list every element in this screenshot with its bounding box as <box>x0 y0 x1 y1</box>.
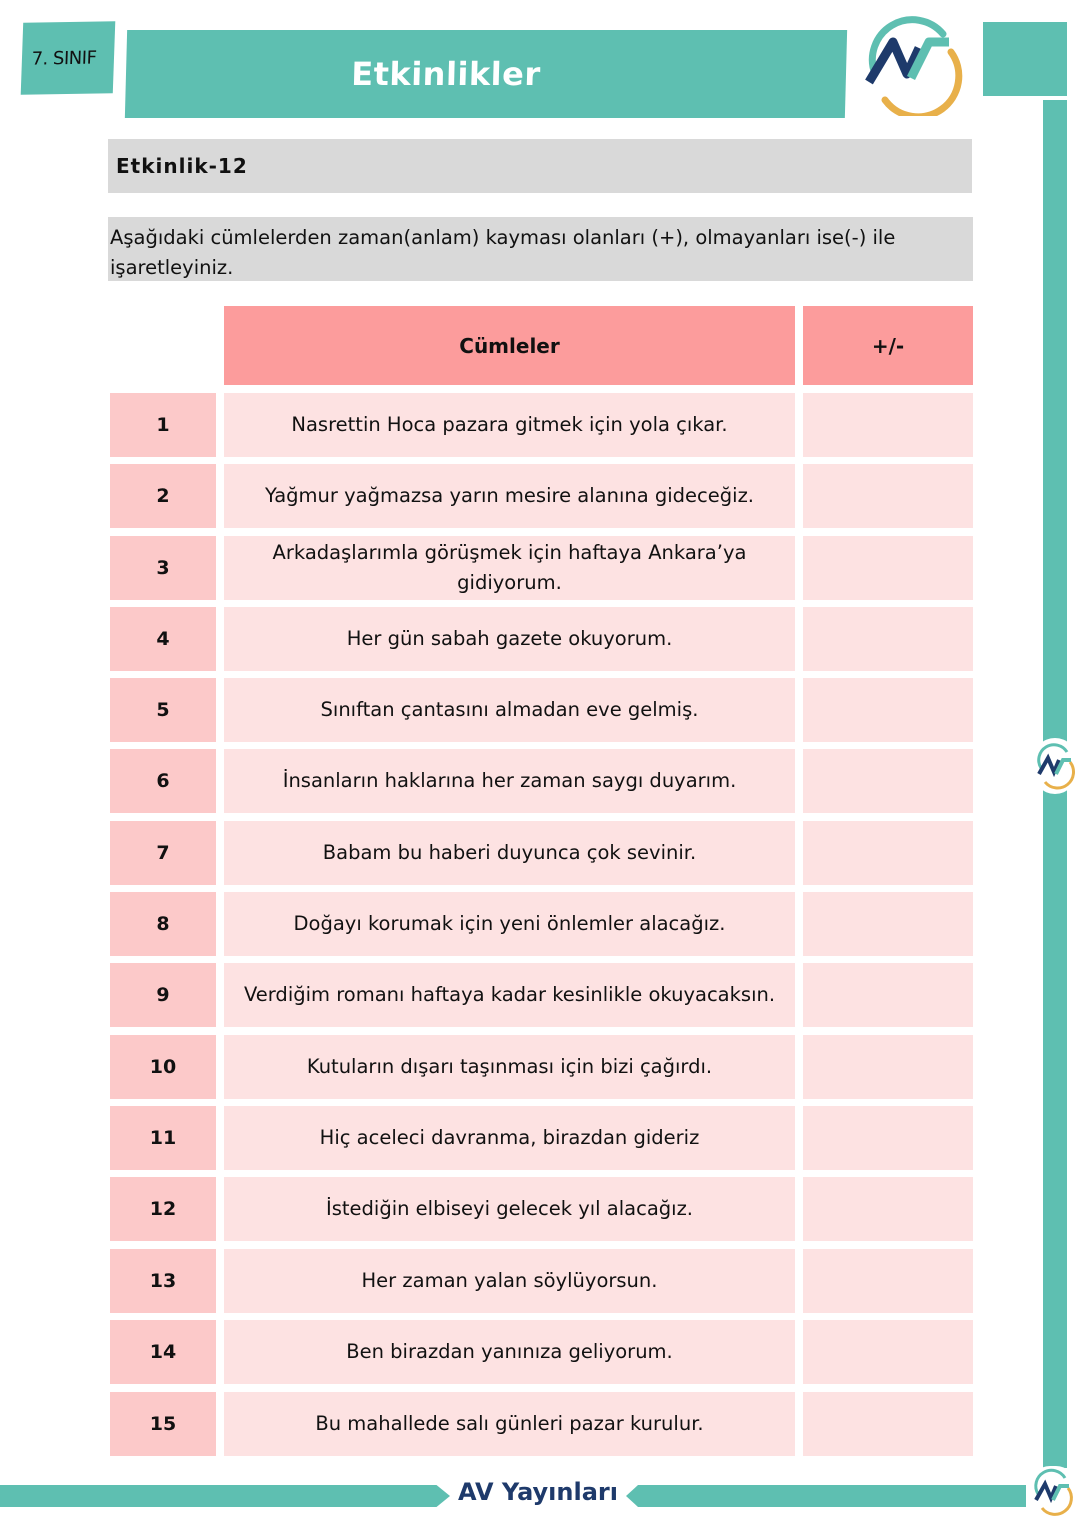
footer-ribbon-left <box>0 1485 450 1507</box>
row-number: 12 <box>110 1177 216 1241</box>
row-mark-cell[interactable] <box>803 1249 973 1313</box>
row-number: 5 <box>110 678 216 742</box>
table-header-sentences: Cümleler <box>224 306 795 385</box>
page-title: Etkinlikler <box>350 55 542 93</box>
row-number: 13 <box>110 1249 216 1313</box>
row-number: 2 <box>110 464 216 528</box>
row-number: 9 <box>110 963 216 1027</box>
row-mark-cell[interactable] <box>803 1392 973 1456</box>
row-sentence: Babam bu haberi duyunca çok sevinir. <box>224 821 795 885</box>
row-sentence: Nasrettin Hoca pazara gitmek için yola çıkar. <box>224 393 795 457</box>
publisher-name: AV Yayınları <box>458 1478 618 1506</box>
row-sentence: Her gün sabah gazete okuyorum. <box>224 607 795 671</box>
row-number: 6 <box>110 749 216 813</box>
row-mark-cell[interactable] <box>803 678 973 742</box>
av-logo-small-icon <box>1033 738 1077 794</box>
row-sentence: Doğayı korumak için yeni önlemler alacağız. <box>224 892 795 956</box>
row-number: 8 <box>110 892 216 956</box>
activity-label: Etkinlik-12 <box>116 154 248 178</box>
row-mark-cell[interactable] <box>803 1320 973 1384</box>
row-number: 15 <box>110 1392 216 1456</box>
row-sentence: İnsanların haklarına her zaman saygı duyarım. <box>224 749 795 813</box>
footer-ribbon-right <box>626 1485 1026 1507</box>
instruction-box <box>108 217 973 281</box>
row-mark-cell[interactable] <box>803 821 973 885</box>
row-number: 7 <box>110 821 216 885</box>
grade-label <box>21 21 116 95</box>
row-sentence: Yağmur yağmazsa yarın mesire alanına gideceğiz. <box>224 464 795 528</box>
row-sentence: Her zaman yalan söylüyorsun. <box>224 1249 795 1313</box>
row-mark-cell[interactable] <box>803 892 973 956</box>
row-number: 14 <box>110 1320 216 1384</box>
av-logo-footer-icon <box>1030 1466 1076 1518</box>
page-title-banner <box>125 30 847 118</box>
row-number: 3 <box>110 536 216 600</box>
grade-text: 7. SINIF <box>31 47 97 70</box>
instruction-line-2: işaretleyiniz. <box>110 256 234 279</box>
row-sentence: Arkadaşlarımla görüşmek için haftaya Ankara’ya gidiyorum. <box>224 536 795 600</box>
activity-label-box <box>108 139 972 193</box>
table-header-mark: +/- <box>803 306 973 385</box>
row-sentence: Bu mahallede salı günleri pazar kurulur. <box>224 1392 795 1456</box>
row-mark-cell[interactable] <box>803 1106 973 1170</box>
row-number: 10 <box>110 1035 216 1099</box>
row-sentence: Kutuların dışarı taşınması için bizi çağırdı. <box>224 1035 795 1099</box>
corner-decoration <box>983 22 1067 96</box>
row-sentence: Sınıftan çantasını almadan eve gelmiş. <box>224 678 795 742</box>
row-sentence: Hiç aceleci davranma, birazdan gideriz <box>224 1106 795 1170</box>
row-mark-cell[interactable] <box>803 536 973 600</box>
row-mark-cell[interactable] <box>803 963 973 1027</box>
row-mark-cell[interactable] <box>803 607 973 671</box>
row-sentence: İstediğin elbiseyi gelecek yıl alacağız. <box>224 1177 795 1241</box>
row-sentence: Verdiğim romanı haftaya kadar kesinlikle okuyacaksın. <box>224 963 795 1027</box>
row-sentence: Ben birazdan yanınıza geliyorum. <box>224 1320 795 1384</box>
row-mark-cell[interactable] <box>803 393 973 457</box>
row-mark-cell[interactable] <box>803 749 973 813</box>
row-number: 11 <box>110 1106 216 1170</box>
row-mark-cell[interactable] <box>803 1035 973 1099</box>
row-mark-cell[interactable] <box>803 1177 973 1241</box>
av-logo-icon <box>855 12 965 116</box>
row-number: 1 <box>110 393 216 457</box>
row-mark-cell[interactable] <box>803 464 973 528</box>
instruction-line-1: Aşağıdaki cümlelerden zaman(anlam) kayması olanları (+), olmayanları ise(-) ile <box>110 226 896 249</box>
row-number: 4 <box>110 607 216 671</box>
